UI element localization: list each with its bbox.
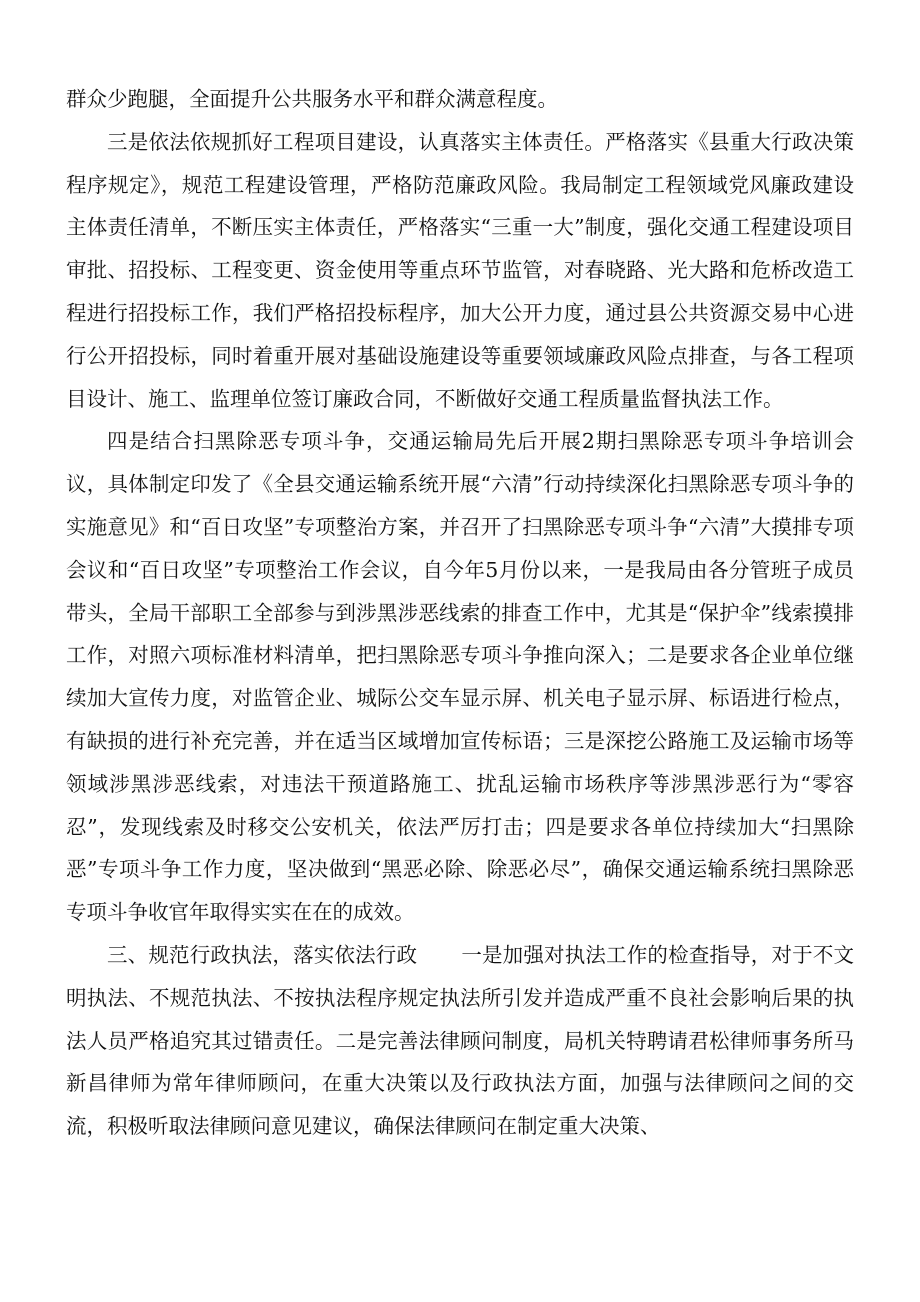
paragraph-anti-crime-campaign: 四是结合扫黑除恶专项斗争，交通运输局先后开展2期扫黑除恶专项斗争培训会议，具体制定印发了《全县交通运输系统开展“六清”行动持续深化扫黑除恶专项斗争的实施意见》和“百日攻坚”专项整治方案，并召开了扫黑除恶专项斗争“六清”大摸排专项会议和“百日攻坚”专项整治工作会议，自今年5月份以来，一是我局由各分管班子成员带头，全局干部职工全部参与到涉黑涉恶线索的排查工作中，尤其是“保护伞”线索摸排工作，对照六项标准材料清单，把扫黑除恶专项斗争推向深入；二是要求各企业单位继续加大宣传力度，对监管企业、城际公交车显示屏、机关电子显示屏、标语进行检点，有缺损的进行补充完善，并在适当区域增加宣传标语；三是深挖公路施工及运输市场等领域涉黑涉恶线索，对违法干预道路施工、扰乱运输市场秩序等涉黑涉恶行为“零容忍”，发现线索及时移交公安机关，依法严厉打击；四是要求各单位持续加大“扫黑除恶”专项斗争工作力度，坚决做到“黑恶必除、除恶必尽”，确保交通运输系统扫黑除恶专项斗争收官年取得实实在在的成效。 <box>66 429 854 925</box>
paragraph-project-construction: 三是依法依规抓好工程项目建设，认真落实主体责任。严格落实《县重大行政决策程序规定》，规范工程建设管理，严格防范廉政风险。我局制定工程领域党风廉政建设主体责任清单，不断压实主体责任，严格落实“三重一大”制度，强化交通工程建设项目审批、招投标、工程变更、资金使用等重点环节监管，对春晓路、光大路和危桥改造工程进行招投标工作，我们严格招投标程序，加大公开力度，通过县公共资源交易中心进行公开招投标，同时着重开展对基础设施建设等重要领域廉政风险点排查，与各工程项目设计、施工、监理单位签订廉政合同，不断做好交通工程质量监督执法工作。 <box>66 129 854 411</box>
section-body-text: 一是加强对执法工作的检查指导，对于不文明执法、不规范执法、不按执法程序规定执法所引发并造成严重不良社会影响后果的执法人员严格追究其过错责任。二是完善法律顾问制度，局机关特聘请君松律师事务所马新昌律师为常年律师顾问，在重大决策以及行政执法方面，加强与法律顾问之间的交流，积极听取法律顾问意见建议，确保法律顾问在制定重大决策、 <box>66 942 855 1139</box>
paragraph-continuation: 群众少跑腿，全面提升公共服务水平和群众满意程度。 <box>66 87 558 111</box>
section-administrative-law-enforcement <box>66 934 854 1148</box>
document-body <box>66 78 854 1148</box>
section-heading: 三、规范行政执法，落实依法行政 <box>107 942 418 967</box>
